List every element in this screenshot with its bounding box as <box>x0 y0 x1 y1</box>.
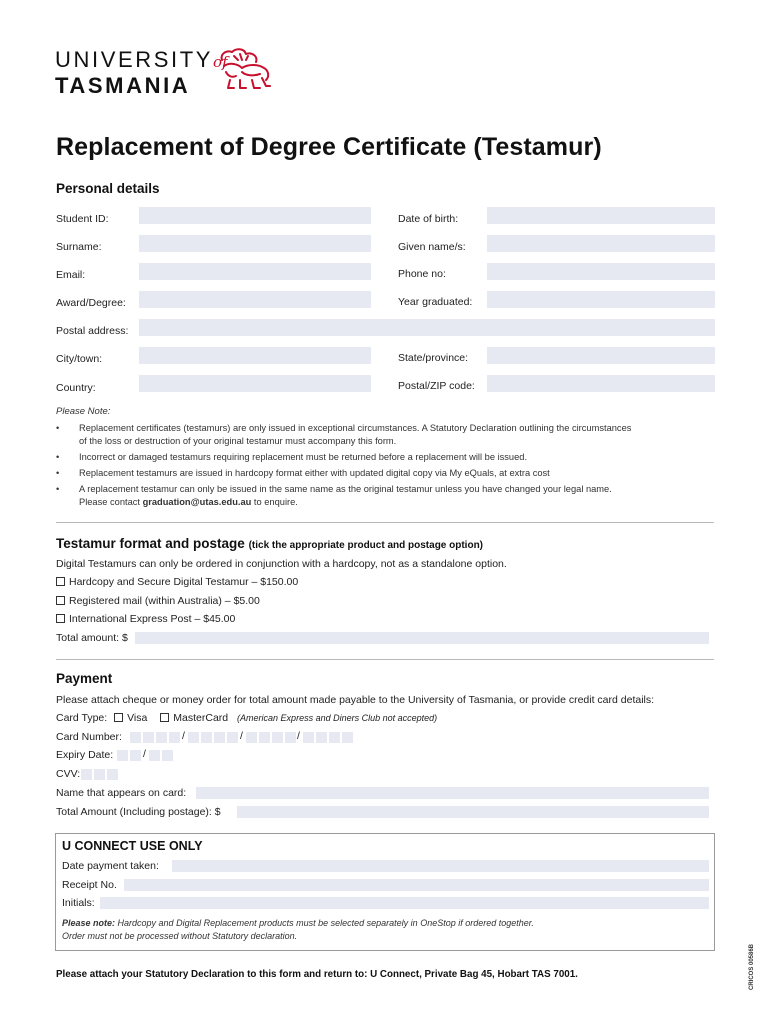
logo-line-2: TASMANIA <box>55 73 191 98</box>
year-field[interactable] <box>487 291 715 308</box>
receipt-label: Receipt No. <box>62 879 117 891</box>
card-type-row: Card Type: Visa MasterCard (American Express and Diners Club not accepted) <box>56 712 438 724</box>
country-label: Country: <box>56 382 96 394</box>
email-field[interactable] <box>139 263 371 280</box>
visa-checkbox[interactable] <box>114 713 123 722</box>
date-payment-label: Date payment taken: <box>62 860 159 872</box>
name-on-card-field[interactable] <box>196 787 709 799</box>
option-registered-mail-checkbox[interactable] <box>56 596 65 605</box>
uconnect-heading: U CONNECT USE ONLY <box>62 839 203 853</box>
card-not-accepted-note: (American Express and Diners Club not accepted) <box>237 713 438 723</box>
cvv-label: CVV: <box>56 768 81 780</box>
receipt-field[interactable] <box>124 879 709 891</box>
option-hardcopy[interactable]: Hardcopy and Secure Digital Testamur – $150.00 <box>56 576 298 588</box>
state-field[interactable] <box>487 347 715 364</box>
student-id-label: Student ID: <box>56 213 109 225</box>
format-intro: Digital Testamurs can only be ordered in conjunction with a hardcopy, not as a standalone option. <box>56 558 507 570</box>
postcode-label: Postal/ZIP code: <box>398 380 475 392</box>
city-label: City/town: <box>56 353 103 365</box>
award-field[interactable] <box>139 291 371 308</box>
phone-field[interactable] <box>487 263 715 280</box>
option-registered-mail[interactable]: Registered mail (within Australia) – $5.00 <box>56 595 260 607</box>
surname-field[interactable] <box>139 235 371 252</box>
payment-intro: Please attach cheque or money order for total amount made payable to the University of Tasmania, or provide credit card details: <box>56 694 655 706</box>
graduation-email[interactable]: graduation@utas.edu.au <box>142 497 252 507</box>
logo-line-1: UNIVERSITYof <box>55 47 228 72</box>
return-instructions: Please attach your Statutory Declaration to this form and return to: U Connect, Private Bag 45, Hobart TAS 7001. <box>56 969 578 980</box>
note-bullet-1: • Replacement certificates (testamurs) are only issued in exceptional circumstances. A Statutory Declaration outlining the circumstances of the loss or destruction of your original testamur must accompany this form. <box>56 423 632 446</box>
payment-heading: Payment <box>56 671 113 686</box>
surname-label: Surname: <box>56 241 102 253</box>
note-bullet-2: • Incorrect or damaged testamurs requiring replacement must be returned before a replacement will be issued. <box>56 452 528 462</box>
initials-label: Initials: <box>62 897 95 909</box>
option-hardcopy-checkbox[interactable] <box>56 577 65 586</box>
postcode-field[interactable] <box>487 375 715 392</box>
award-label: Award/Degree: <box>56 297 126 309</box>
state-label: State/province: <box>398 352 469 364</box>
name-on-card-label: Name that appears on card: <box>56 787 187 799</box>
mastercard-checkbox[interactable] <box>160 713 169 722</box>
postal-address-label: Postal address: <box>56 325 129 337</box>
email-label: Email: <box>56 269 86 281</box>
student-id-field[interactable] <box>139 207 371 224</box>
given-names-label: Given name/s: <box>398 241 466 253</box>
format-total-field[interactable] <box>135 632 709 644</box>
dob-field[interactable] <box>487 207 715 224</box>
please-note-heading: Please Note: <box>56 406 111 417</box>
side-code: CRICOS 00586B <box>749 943 755 990</box>
payment-total-field[interactable] <box>237 806 709 818</box>
uconnect-note: Please note: Hardcopy and Digital Replacement products must be selected separately in OneStop if ordered together. Order must not be processed without Statutory declaration. <box>62 918 534 941</box>
date-payment-field[interactable] <box>172 860 709 872</box>
city-field[interactable] <box>139 347 371 364</box>
card-number-label: Card Number: <box>56 731 122 743</box>
format-total-label: Total amount: $ <box>56 632 128 644</box>
lion-emblem-icon <box>216 46 272 94</box>
payment-total-label: Total Amount (Including postage): $ <box>56 806 221 818</box>
given-names-field[interactable] <box>487 235 715 252</box>
initials-field[interactable] <box>100 897 709 909</box>
phone-label: Phone no: <box>398 268 446 280</box>
note-bullet-4: • A replacement testamur can only be issued in the same name as the original testamur unless you have changed your legal name. Please contact graduation@utas.edu.au to enquire. <box>56 484 612 507</box>
format-heading: Testamur format and postage (tick the appropriate product and postage option) <box>56 536 484 551</box>
expiry-label: Expiry Date: <box>56 749 114 761</box>
postal-address-field[interactable] <box>139 319 715 336</box>
option-express-post-checkbox[interactable] <box>56 614 65 623</box>
divider-1 <box>56 522 714 523</box>
page-title: Replacement of Degree Certificate (Testamur) <box>56 133 602 161</box>
year-label: Year graduated: <box>398 296 473 308</box>
option-express-post[interactable]: International Express Post – $45.00 <box>56 613 235 625</box>
logo-of: of <box>213 53 228 71</box>
divider-2 <box>56 659 714 660</box>
dob-label: Date of birth: <box>398 213 459 225</box>
note-bullet-3: • Replacement testamurs are issued in hardcopy format either with updated digital copy via My eQuals, at extra cost <box>56 468 550 478</box>
country-field[interactable] <box>139 375 371 392</box>
university-logo <box>55 48 228 98</box>
personal-details-heading: Personal details <box>56 181 160 196</box>
